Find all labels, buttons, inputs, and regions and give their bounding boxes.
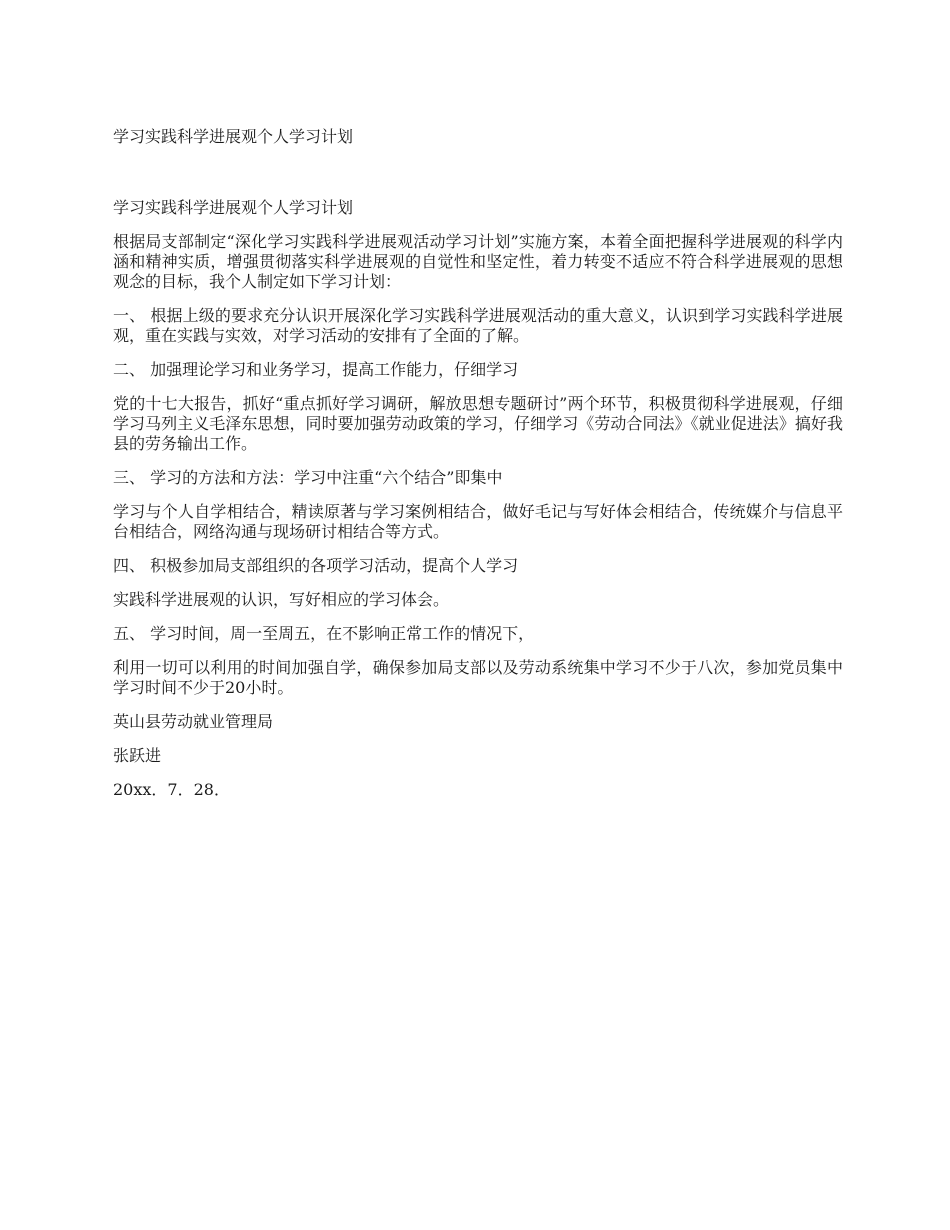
paragraph-section-4-body: 实践科学进展观的认识，写好相应的学习体会。: [113, 590, 450, 609]
paragraph-section-3-body: 学习与个人自学相结合，精读原著与学习案例相结合，做好毛记与写好体会相结合，传统媒介与信息平台相结合，网络沟通与现场研讨相结合等方式。: [113, 502, 843, 541]
paragraph-section-5-body: 利用一切可以利用的时间加强自学，确保参加局支部以及劳动系统集中学习不少于八次，参加党员集中学习时间不少于20小时。: [113, 658, 843, 697]
signature-author: 张跃进: [113, 746, 162, 765]
document-subtitle: 学习实践科学进展观个人学习计划: [113, 198, 354, 217]
paragraph-section-2-body: 党的十七大报告，抓好“重点抓好学习调研，解放思想专题研讨”两个环节，积极贯彻科学进展观，仔细学习马列主义毛泽东思想，同时要加强劳动政策的学习，仔细学习《劳动合同法》《就业促进法》搞好我县的劳务输出工作。: [113, 394, 843, 453]
paragraph-intro: 根据局支部制定“深化学习实践科学进展观活动学习计划”实施方案，本着全面把握科学进展观的科学内涵和精神实质，增强贯彻落实科学进展观的自觉性和坚定性，着力转变不适应不符合科学进展观的思想观念的目标，我个人制定如下学习计划：: [113, 232, 843, 291]
paragraph-section-3-heading: 三、 学习的方法和方法：学习中注重“六个结合”即集中: [113, 468, 503, 487]
document-title: 学习实践科学进展观个人学习计划: [113, 127, 354, 146]
paragraph-section-5-heading: 五、 学习时间，周一至周五，在不影响正常工作的情况下，: [113, 624, 535, 643]
paragraph-section-2-heading: 二、 加强理论学习和业务学习，提高工作能力，仔细学习: [113, 360, 519, 379]
paragraph-section-1: 一、 根据上级的要求充分认识开展深化学习实践科学进展观活动的重大意义，认识到学习实践科学进展观，重在实践与实效，对学习活动的安排有了全面的了解。: [113, 306, 843, 345]
document-body: [113, 198, 843, 814]
paragraph-section-4-heading: 四、 积极参加局支部组织的各项学习活动，提高个人学习: [113, 556, 519, 575]
signature-organization: 英山县劳动就业管理局: [113, 712, 274, 731]
signature-date: 20xx．7．28．: [113, 780, 230, 799]
